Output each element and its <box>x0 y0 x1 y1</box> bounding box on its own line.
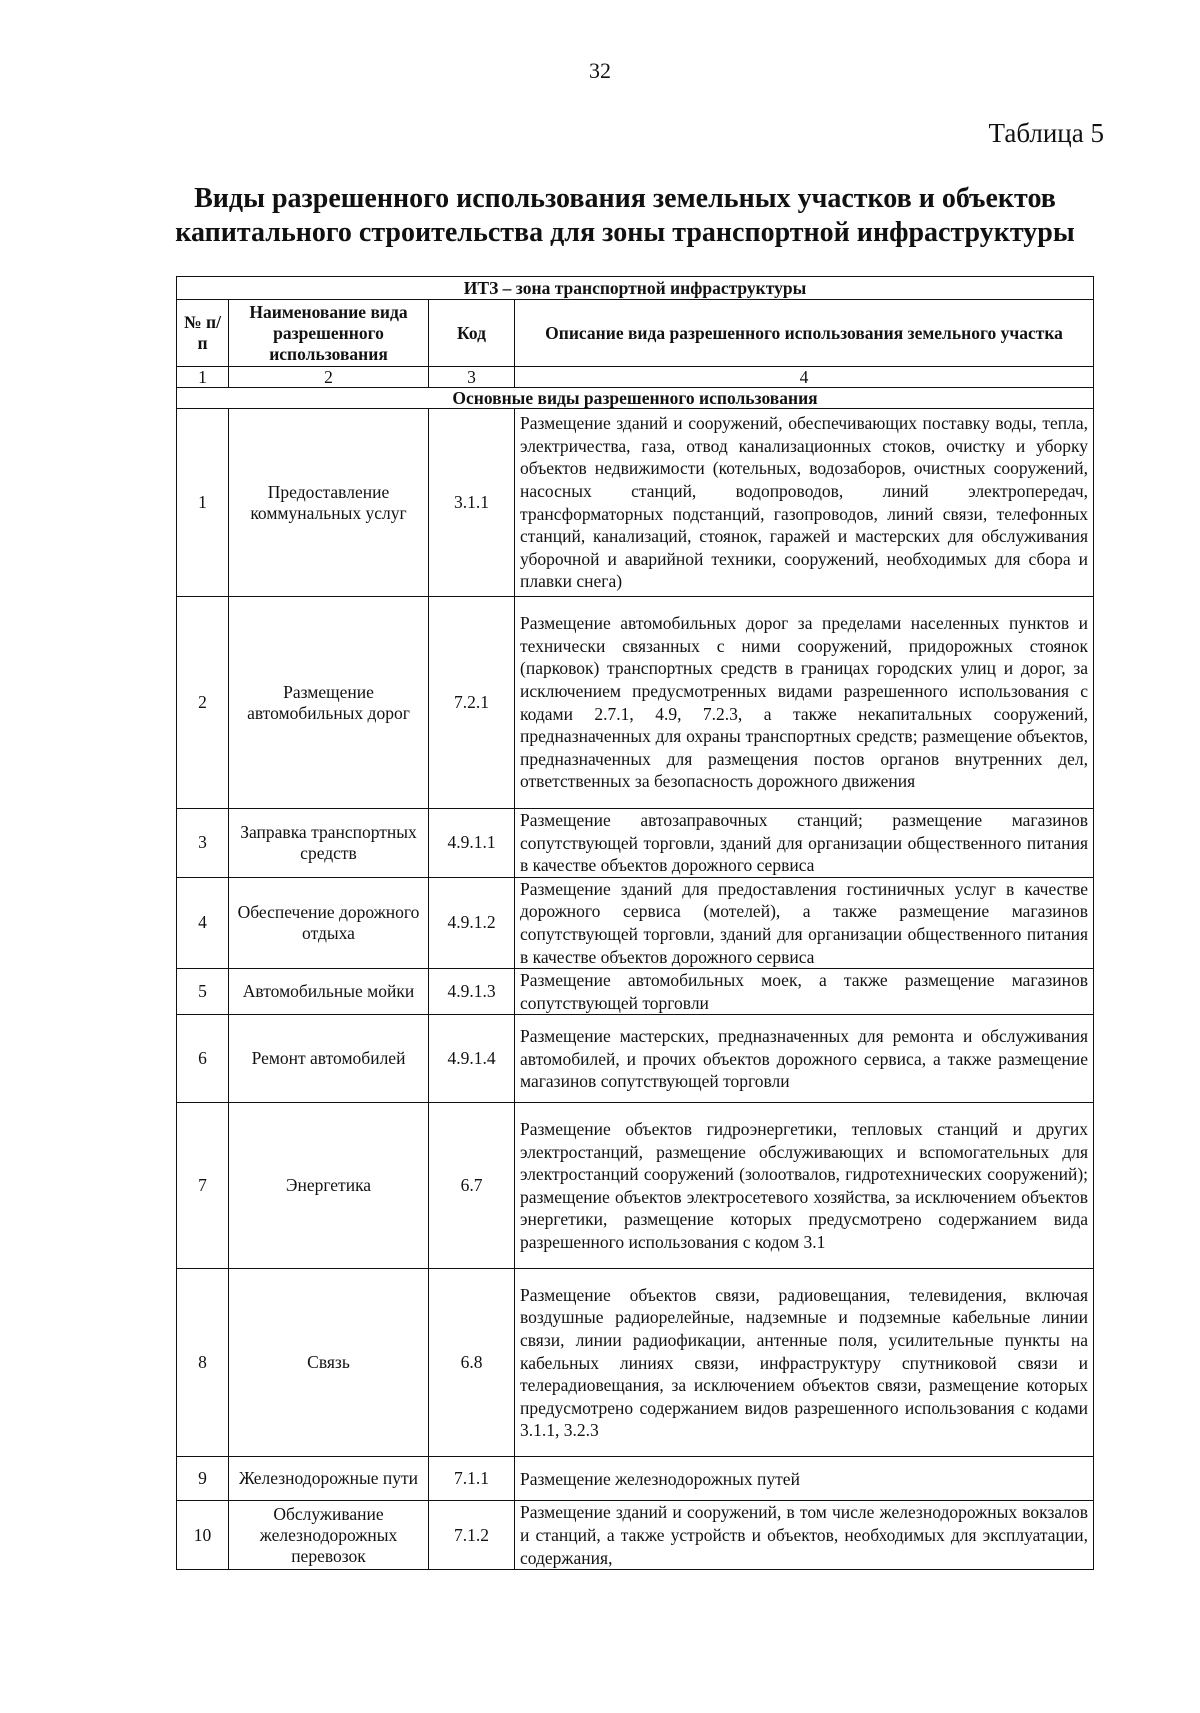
row-num: 4 <box>177 877 229 968</box>
row-name: Заправка транспортных средств <box>229 809 429 878</box>
column-number: 2 <box>229 367 429 388</box>
table-caption: ИТЗ – зона транспортной инфраструктуры <box>177 277 1094 300</box>
row-name: Обеспечение дорожного отдыха <box>229 877 429 968</box>
row-name: Связь <box>229 1269 429 1457</box>
row-code: 6.8 <box>429 1269 515 1457</box>
row-description: Размещение объектов связи, радиовещания, телевидения, включая воздушные радиорелейные, надземные и подземные кабельные линии связи, линии радиофикации, антенные поля, усилительные пункты на кабельных линиях связи, инфраструктуру спутниковой связи и телерадиовещания, за исключением объектов связи, размещение которых предусмотрено содержанием видов разрешенного использования с кодами 3.1.1, 3.2.3 <box>515 1269 1094 1457</box>
document-title-line-1: Виды разрешенного использования земельных участков и объектов <box>194 183 1056 214</box>
row-num: 3 <box>177 809 229 878</box>
column-numbers-row <box>177 367 1094 388</box>
row-num: 1 <box>177 409 229 597</box>
table-row <box>177 1501 1094 1570</box>
row-code: 7.1.2 <box>429 1501 515 1570</box>
row-name: Обслуживание железнодорожных перевозок <box>229 1501 429 1570</box>
row-description: Размещение объектов гидроэнергетики, тепловых станций и других электростанций, размещение обслуживающих и вспомогательных для электростанций сооружений (золоотвалов, гидротехнических сооружений); размещение объектов электросетевого хозяйства, за исключением объектов энергетики, размещение которых предусмотрено содержанием вида разрешенного использования с кодом 3.1 <box>515 1103 1094 1269</box>
document-title-line-2: капитального строительства для зоны транспортной инфраструктуры <box>175 217 1075 248</box>
row-description: Размещение автомобильных моек, а также размещение магазинов сопутствующей торговли <box>515 969 1094 1015</box>
row-name: Железнодорожные пути <box>229 1457 429 1501</box>
table-row <box>177 1457 1094 1501</box>
table-row <box>177 969 1094 1015</box>
header-code: Код <box>429 300 515 367</box>
section-title: Основные виды разрешенного использования <box>177 388 1094 409</box>
section-row <box>177 388 1094 409</box>
document-title <box>150 182 1100 250</box>
row-description: Размещение автозаправочных станций; размещение магазинов сопутствующей торговли, зданий для организации общественного питания в качестве объектов дорожного сервиса <box>515 809 1094 878</box>
header-description: Описание вида разрешенного использования земельного участка <box>515 300 1094 367</box>
table-row <box>177 1103 1094 1269</box>
row-name: Автомобильные мойки <box>229 969 429 1015</box>
row-name: Ремонт автомобилей <box>229 1015 429 1103</box>
row-code: 7.2.1 <box>429 597 515 809</box>
row-name: Энергетика <box>229 1103 429 1269</box>
header-name: Наименование вида разрешенного использования <box>229 300 429 367</box>
page-number: 32 <box>589 58 611 83</box>
zone-table <box>176 276 1094 1570</box>
row-code: 4.9.1.2 <box>429 877 515 968</box>
row-code: 7.1.1 <box>429 1457 515 1501</box>
row-num: 8 <box>177 1269 229 1457</box>
table-row <box>177 877 1094 968</box>
row-code: 3.1.1 <box>429 409 515 597</box>
table-row <box>177 409 1094 597</box>
row-num: 9 <box>177 1457 229 1501</box>
table-caption-row <box>177 277 1094 300</box>
row-num: 2 <box>177 597 229 809</box>
row-num: 10 <box>177 1501 229 1570</box>
row-description: Размещение зданий для предоставления гостиничных услуг в качестве дорожного сервиса (мотелей), а также размещение магазинов сопутствующей торговли, зданий для организации общественного питания в качестве объектов дорожного сервиса <box>515 877 1094 968</box>
row-code: 4.9.1.3 <box>429 969 515 1015</box>
row-name: Предоставление коммунальных услуг <box>229 409 429 597</box>
row-code: 4.9.1.1 <box>429 809 515 878</box>
table-row <box>177 1015 1094 1103</box>
row-code: 6.7 <box>429 1103 515 1269</box>
table-label: Таблица 5 <box>988 118 1104 148</box>
table-row <box>177 809 1094 878</box>
row-description: Размещение железнодорожных путей <box>515 1457 1094 1501</box>
row-description: Размещение зданий и сооружений, в том числе железнодорожных вокзалов и станций, а также устройств и объектов, необходимых для эксплуатации, содержания, <box>515 1501 1094 1570</box>
row-num: 5 <box>177 969 229 1015</box>
row-num: 6 <box>177 1015 229 1103</box>
row-num: 7 <box>177 1103 229 1269</box>
table-row <box>177 1269 1094 1457</box>
column-number: 4 <box>515 367 1094 388</box>
column-number: 3 <box>429 367 515 388</box>
table-header-row <box>177 300 1094 367</box>
table-row <box>177 597 1094 809</box>
row-description: Размещение мастерских, предназначенных для ремонта и обслуживания автомобилей, и прочих объектов дорожного сервиса, а также размещение магазинов сопутствующей торговли <box>515 1015 1094 1103</box>
row-description: Размещение автомобильных дорог за пределами населенных пунктов и технически связанных с ними сооружений, придорожных стоянок (парковок) транспортных средств в границах городских улиц и дорог, за исключением предусмотренных видами разрешенного использования с кодами 2.7.1, 4.9, 7.2.3, а также некапитальных сооружений, предназначенных для охраны транспортных средств; размещение объектов, предназначенных для размещения постов органов внутренних дел, ответственных за безопасность дорожного движения <box>515 597 1094 809</box>
row-description: Размещение зданий и сооружений, обеспечивающих поставку воды, тепла, электричества, газа, отвод канализационных стоков, очистку и уборку объектов недвижимости (котельных, водозаборов, очистных сооружений, насосных станций, водопроводов, линий электропередач, трансформаторных подстанций, газопроводов, линий связи, телефонных станций, канализаций, стоянок, гаражей и мастерских для обслуживания уборочной и аварийной техники, сооружений, необходимых для сбора и плавки снега) <box>515 409 1094 597</box>
column-number: 1 <box>177 367 229 388</box>
header-num: № п/п <box>177 300 229 367</box>
row-code: 4.9.1.4 <box>429 1015 515 1103</box>
row-name: Размещение автомобильных дорог <box>229 597 429 809</box>
